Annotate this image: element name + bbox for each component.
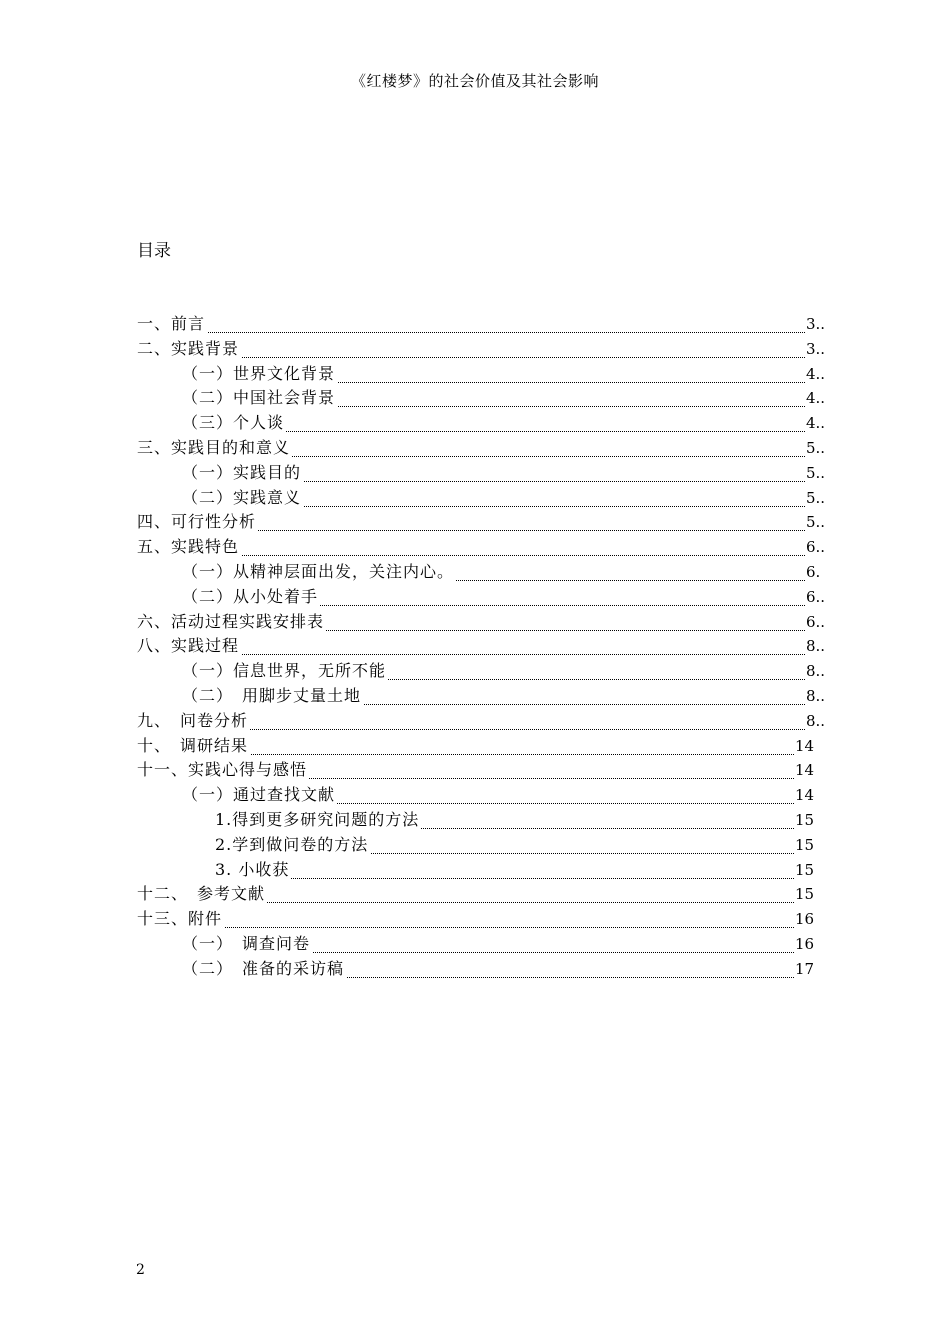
toc-title: 目录 — [137, 241, 171, 261]
toc-entry-title: 九、 问卷分析 — [137, 709, 250, 734]
toc-entry-page: 17 — [794, 957, 814, 982]
toc-entry[interactable] — [137, 411, 827, 436]
toc-entry[interactable] — [137, 758, 827, 783]
toc-entry[interactable] — [137, 684, 827, 709]
toc-entry-page: 4.. — [805, 411, 825, 436]
toc-entry-title: （二） 准备的采访稿 — [182, 957, 346, 982]
toc-entry[interactable] — [137, 535, 827, 560]
toc-entry-title: （一）信息世界，无所不能 — [182, 659, 388, 684]
toc-entry-page: 3.. — [805, 337, 825, 362]
toc-entry-title: （二） 用脚步丈量土地 — [182, 684, 363, 709]
running-header: 《红楼梦》的社会价值及其社会影响 — [350, 72, 599, 90]
toc-leader-dots — [137, 921, 794, 928]
toc-entry-title: （一）世界文化背景 — [182, 362, 337, 387]
toc-entry-page: 8.. — [805, 634, 825, 659]
toc-entry-page: 6. — [805, 560, 820, 585]
toc-entry-page: 16 — [794, 932, 814, 957]
toc-entry[interactable] — [137, 486, 827, 511]
toc-entry-title: 3. 小收获 — [215, 858, 291, 883]
toc-entry-title: 二、实践背景 — [137, 337, 241, 362]
toc-entry[interactable] — [137, 882, 827, 907]
toc-entry[interactable] — [137, 436, 827, 461]
toc-entry[interactable] — [137, 386, 827, 411]
toc-entry-page: 6.. — [805, 610, 825, 635]
toc-entry[interactable] — [137, 585, 827, 610]
table-of-contents — [137, 312, 827, 982]
toc-entry[interactable] — [137, 560, 827, 585]
toc-entry-title: 三、实践目的和意义 — [137, 436, 292, 461]
toc-entry-page: 8.. — [805, 709, 825, 734]
toc-entry[interactable] — [137, 783, 827, 808]
toc-entry[interactable] — [137, 634, 827, 659]
toc-entry[interactable] — [137, 932, 827, 957]
toc-entry-title: 一、前言 — [137, 312, 207, 337]
toc-entry[interactable] — [137, 461, 827, 486]
toc-entry-page: 14 — [794, 783, 814, 808]
toc-entry-page: 14 — [794, 734, 814, 759]
toc-entry-page: 5.. — [805, 436, 825, 461]
toc-entry[interactable] — [137, 337, 827, 362]
toc-entry-title: 十三、附件 — [137, 907, 224, 932]
toc-entry-title: （二）从小处着手 — [182, 585, 320, 610]
toc-entry[interactable] — [137, 734, 827, 759]
toc-entry-page: 15 — [794, 833, 814, 858]
toc-entry-title: 八、实践过程 — [137, 634, 241, 659]
toc-entry[interactable] — [137, 907, 827, 932]
toc-entry[interactable] — [137, 808, 827, 833]
toc-entry-title: 1.得到更多研究问题的方法 — [215, 808, 421, 833]
toc-entry[interactable] — [137, 510, 827, 535]
toc-entry-page: 5.. — [805, 461, 825, 486]
toc-entry-page: 6.. — [805, 585, 825, 610]
toc-entry[interactable] — [137, 362, 827, 387]
toc-entry-page: 8.. — [805, 659, 825, 684]
toc-entry-title: （一）通过查找文献 — [182, 783, 337, 808]
toc-entry-page: 14 — [794, 758, 814, 783]
toc-entry[interactable] — [137, 833, 827, 858]
toc-entry[interactable] — [137, 659, 827, 684]
toc-entry-page: 8.. — [805, 684, 825, 709]
toc-entry[interactable] — [137, 709, 827, 734]
toc-entry-title: 2.学到做问卷的方法 — [215, 833, 370, 858]
toc-entry-title: 四、可行性分析 — [137, 510, 258, 535]
toc-entry[interactable] — [137, 312, 827, 337]
toc-entry-title: （二）中国社会背景 — [182, 386, 337, 411]
toc-entry-title: （二）实践意义 — [182, 486, 303, 511]
toc-entry-page: 6.. — [805, 535, 825, 560]
toc-entry-page: 15 — [794, 808, 814, 833]
toc-entry-title: 五、实践特色 — [137, 535, 241, 560]
toc-entry-title: （一）实践目的 — [182, 461, 303, 486]
toc-entry-page: 15 — [794, 882, 814, 907]
toc-entry[interactable] — [137, 858, 827, 883]
toc-entry-title: 十二、 参考文献 — [137, 882, 267, 907]
toc-entry-title: （一） 调查问卷 — [182, 932, 312, 957]
toc-entry-page: 4.. — [805, 386, 825, 411]
toc-entry-page: 5.. — [805, 486, 825, 511]
toc-entry[interactable] — [137, 957, 827, 982]
toc-entry-title: （一）从精神层面出发，关注内心。 — [182, 560, 456, 585]
toc-entry-page: 15 — [794, 858, 814, 883]
toc-entry-title: 十一、实践心得与感悟 — [137, 758, 309, 783]
toc-entry-page: 3.. — [805, 312, 825, 337]
toc-entry-title: （三）个人谈 — [182, 411, 286, 436]
toc-entry-page: 4.. — [805, 362, 825, 387]
page-number: 2 — [136, 1262, 145, 1278]
toc-entry-page: 5.. — [805, 510, 825, 535]
toc-entry-title: 十、 调研结果 — [137, 734, 250, 759]
toc-entry[interactable] — [137, 610, 827, 635]
toc-entry-title: 六、活动过程实践安排表 — [137, 610, 326, 635]
toc-leader-dots — [215, 872, 794, 879]
toc-leader-dots — [137, 326, 805, 333]
toc-entry-page: 16 — [794, 907, 814, 932]
